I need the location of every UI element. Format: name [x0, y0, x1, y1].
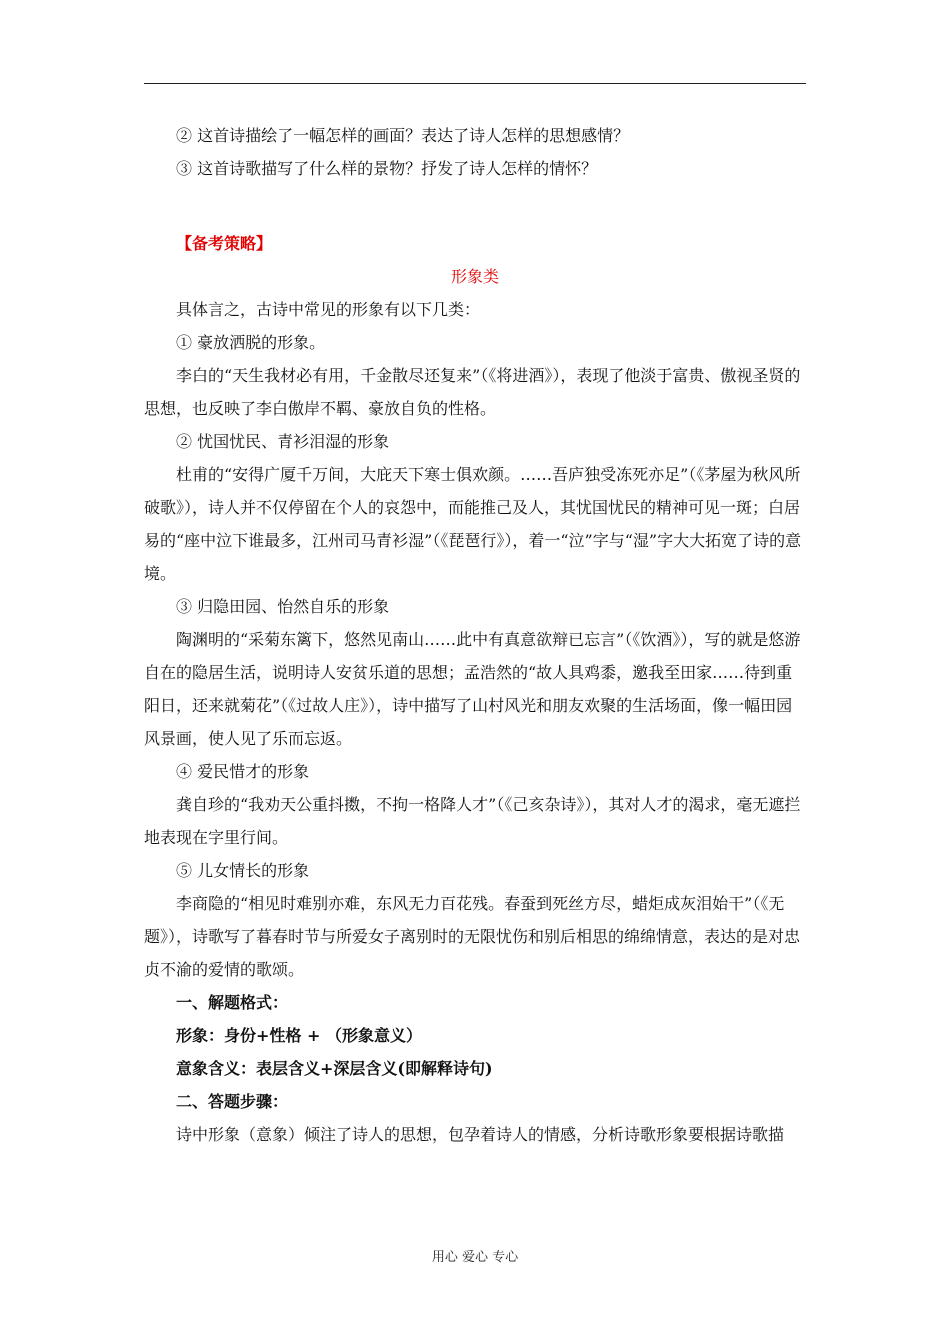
format-line-1 — [144, 1019, 806, 1052]
item-1-text: 李白的“天生我材必有用，千金散尽还复来”（《将进酒》），表现了他淡于富贵、傲视圣贤的思想，也反映了李白傲岸不羁、豪放自负的性格。 — [144, 366, 801, 418]
item-2-text: 杜甫的“安得广厦千万间，大庇天下寒士俱欢颜。……吾庐独受冻死亦足”（《茅屋为秋风所破歌》），诗人并不仅停留在个人的哀怨中，而能推己及人，其忧国忧民的精神可见一斑；白居易的“座中泣下谁最多，江州司马青衫湿”（《琵琶行》），着一“泣”字与“湿”字大大拓宽了诗的意境。 — [144, 465, 802, 583]
steps-heading: 二、答题步骤： — [176, 1092, 289, 1111]
item-5-text: 李商隐的“相见时难别亦难，东风无力百花残。春蚕到死丝方尽，蜡炬成灰泪始干”（《无题》），诗歌写了暮春时节与所爱女子离别时的无限忧伤和别后相思的绵绵情意，表达的是对忠贞不渝的爱情的歌颂。 — [144, 894, 801, 979]
spacer — [144, 185, 806, 227]
header-rule — [144, 83, 806, 84]
format-heading: 一、解题格式： — [176, 993, 289, 1012]
question-2: ② 这首诗描绘了一幅怎样的画面？表达了诗人怎样的思想感情？ — [176, 126, 630, 145]
format-line-2: 意象含义：表层含义+深层含义(即解释诗句) — [176, 1059, 493, 1078]
item-2-title: ② 忧国忧民、青衫泪湿的形象 — [176, 432, 390, 451]
question-3: ③ 这首诗歌描写了什么样的景物？抒发了诗人怎样的情怀？ — [176, 159, 598, 178]
format-line-1-text: 形象：身份+性格 + （形象意义） — [176, 1026, 422, 1045]
item-3-text: 陶渊明的“采菊东篱下，悠然见南山……此中有真意欲辩已忘言”（《饮酒》），写的就是悠游自在的隐居生活，说明诗人安贫乐道的思想；孟浩然的“故人具鸡黍，邀我至田家……待到重阳日，还来就菊花”（《过故人庄》），诗中描写了山村风光和朋友欢聚的生活场面，像一幅田园风景画，使人见了乐而忘返。 — [144, 630, 801, 748]
strategy-subheading: 形象类 — [450, 267, 499, 286]
item-4-title: ④ 爱民惜才的形象 — [176, 762, 310, 781]
item-4-text: 龚自珍的“我劝天公重抖擞，不拘一格降人才”（《己亥杂诗》），其对人才的渴求，毫无遮拦地表现在字里行间。 — [144, 795, 801, 847]
item-1-title: ① 豪放洒脱的形象。 — [176, 333, 326, 352]
item-3-title: ③ 归隐田园、怡然自乐的形象 — [176, 597, 390, 616]
item-5-title: ⑤ 儿女情长的形象 — [176, 861, 310, 880]
page-footer: 用心 爱心 专心 — [431, 1250, 519, 1265]
strategy-intro: 具体言之，古诗中常见的形象有以下几类： — [176, 300, 481, 319]
strategy-heading: 【备考策略】 — [176, 234, 273, 253]
document-body — [144, 119, 806, 1151]
steps-text: 诗中形象（意象）倾注了诗人的思想，包孕着诗人的情感，分析诗歌形象要根据诗歌描 — [176, 1125, 785, 1144]
